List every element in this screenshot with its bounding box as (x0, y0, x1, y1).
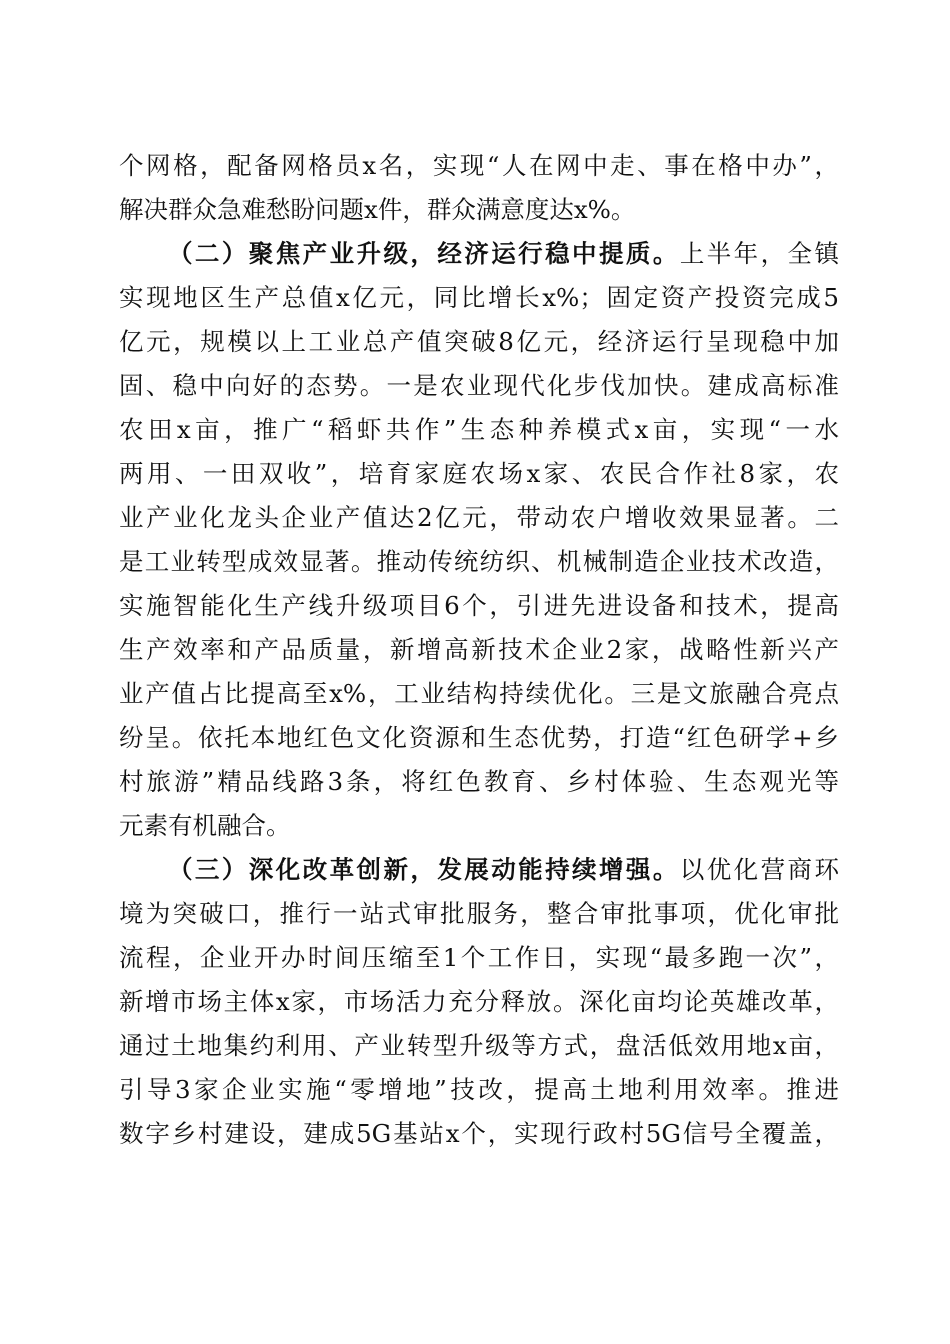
body-line: 解决群众急难愁盼问题x件，群众满意度达x%。 (119, 195, 636, 224)
body-line: 是工业转型成效显著。推动传统纺织、机械制造企业技术改造， (119, 547, 839, 576)
body-line: 纷呈。依托本地红色文化资源和生态优势，打造“红色研学+乡 (119, 723, 839, 752)
body-text: 上半年，全镇 (679, 239, 839, 268)
body-line: 业产业化龙头企业产值达2亿元，带动农户增收效果显著。二 (119, 503, 839, 532)
section-heading: （三）深化改革创新，发展动能持续增强。 (168, 855, 680, 884)
body-line: 个网格，配备网格员x名，实现“人在网中走、事在格中办”， (119, 151, 839, 180)
body-line: 实施智能化生产线升级项目6个，引进先进设备和技术，提高 (119, 591, 839, 620)
section-heading-line (168, 238, 839, 270)
body-line: 引导3家企业实施“零增地”技改，提高土地利用效率。推进 (119, 1075, 839, 1104)
body-text: 以优化营商环 (679, 855, 839, 884)
body-line: 村旅游”精品线路3条，将红色教育、乡村体验、生态观光等 (119, 767, 839, 796)
body-line: 通过土地集约利用、产业转型升级等方式，盘活低效用地x亩， (119, 1031, 839, 1060)
body-line: 流程，企业开办时间压缩至1个工作日，实现“最多跑一次”， (119, 943, 839, 972)
body-line: 亿元，规模以上工业总产值突破8亿元，经济运行呈现稳中加 (119, 327, 839, 356)
body-line: 两用、一田双收”，培育家庭农场x家、农民合作社8家，农 (119, 459, 839, 488)
body-line: 境为突破口，推行一站式审批服务，整合审批事项，优化审批 (119, 899, 839, 928)
body-line: 元素有机融合。 (119, 811, 291, 840)
section-heading: （二）聚焦产业升级，经济运行稳中提质。 (168, 239, 680, 268)
body-line: 生产效率和产品质量，新增高新技术企业2家，战略性新兴产 (119, 635, 839, 664)
body-line: 农田x亩，推广“稻虾共作”生态种养模式x亩，实现“一水 (119, 415, 839, 444)
body-line: 实现地区生产总值x亿元，同比增长x%；固定资产投资完成5 (119, 283, 839, 312)
body-line: 固、稳中向好的态势。一是农业现代化步伐加快。建成高标准 (119, 371, 839, 400)
body-line: 数字乡村建设，建成5G基站x个，实现行政村5G信号全覆盖， (119, 1119, 839, 1148)
body-line: 新增市场主体x家，市场活力充分释放。深化亩均论英雄改革， (119, 987, 839, 1016)
section-heading-line (168, 854, 839, 886)
body-line: 业产值占比提高至x%，工业结构持续优化。三是文旅融合亮点 (119, 679, 839, 708)
